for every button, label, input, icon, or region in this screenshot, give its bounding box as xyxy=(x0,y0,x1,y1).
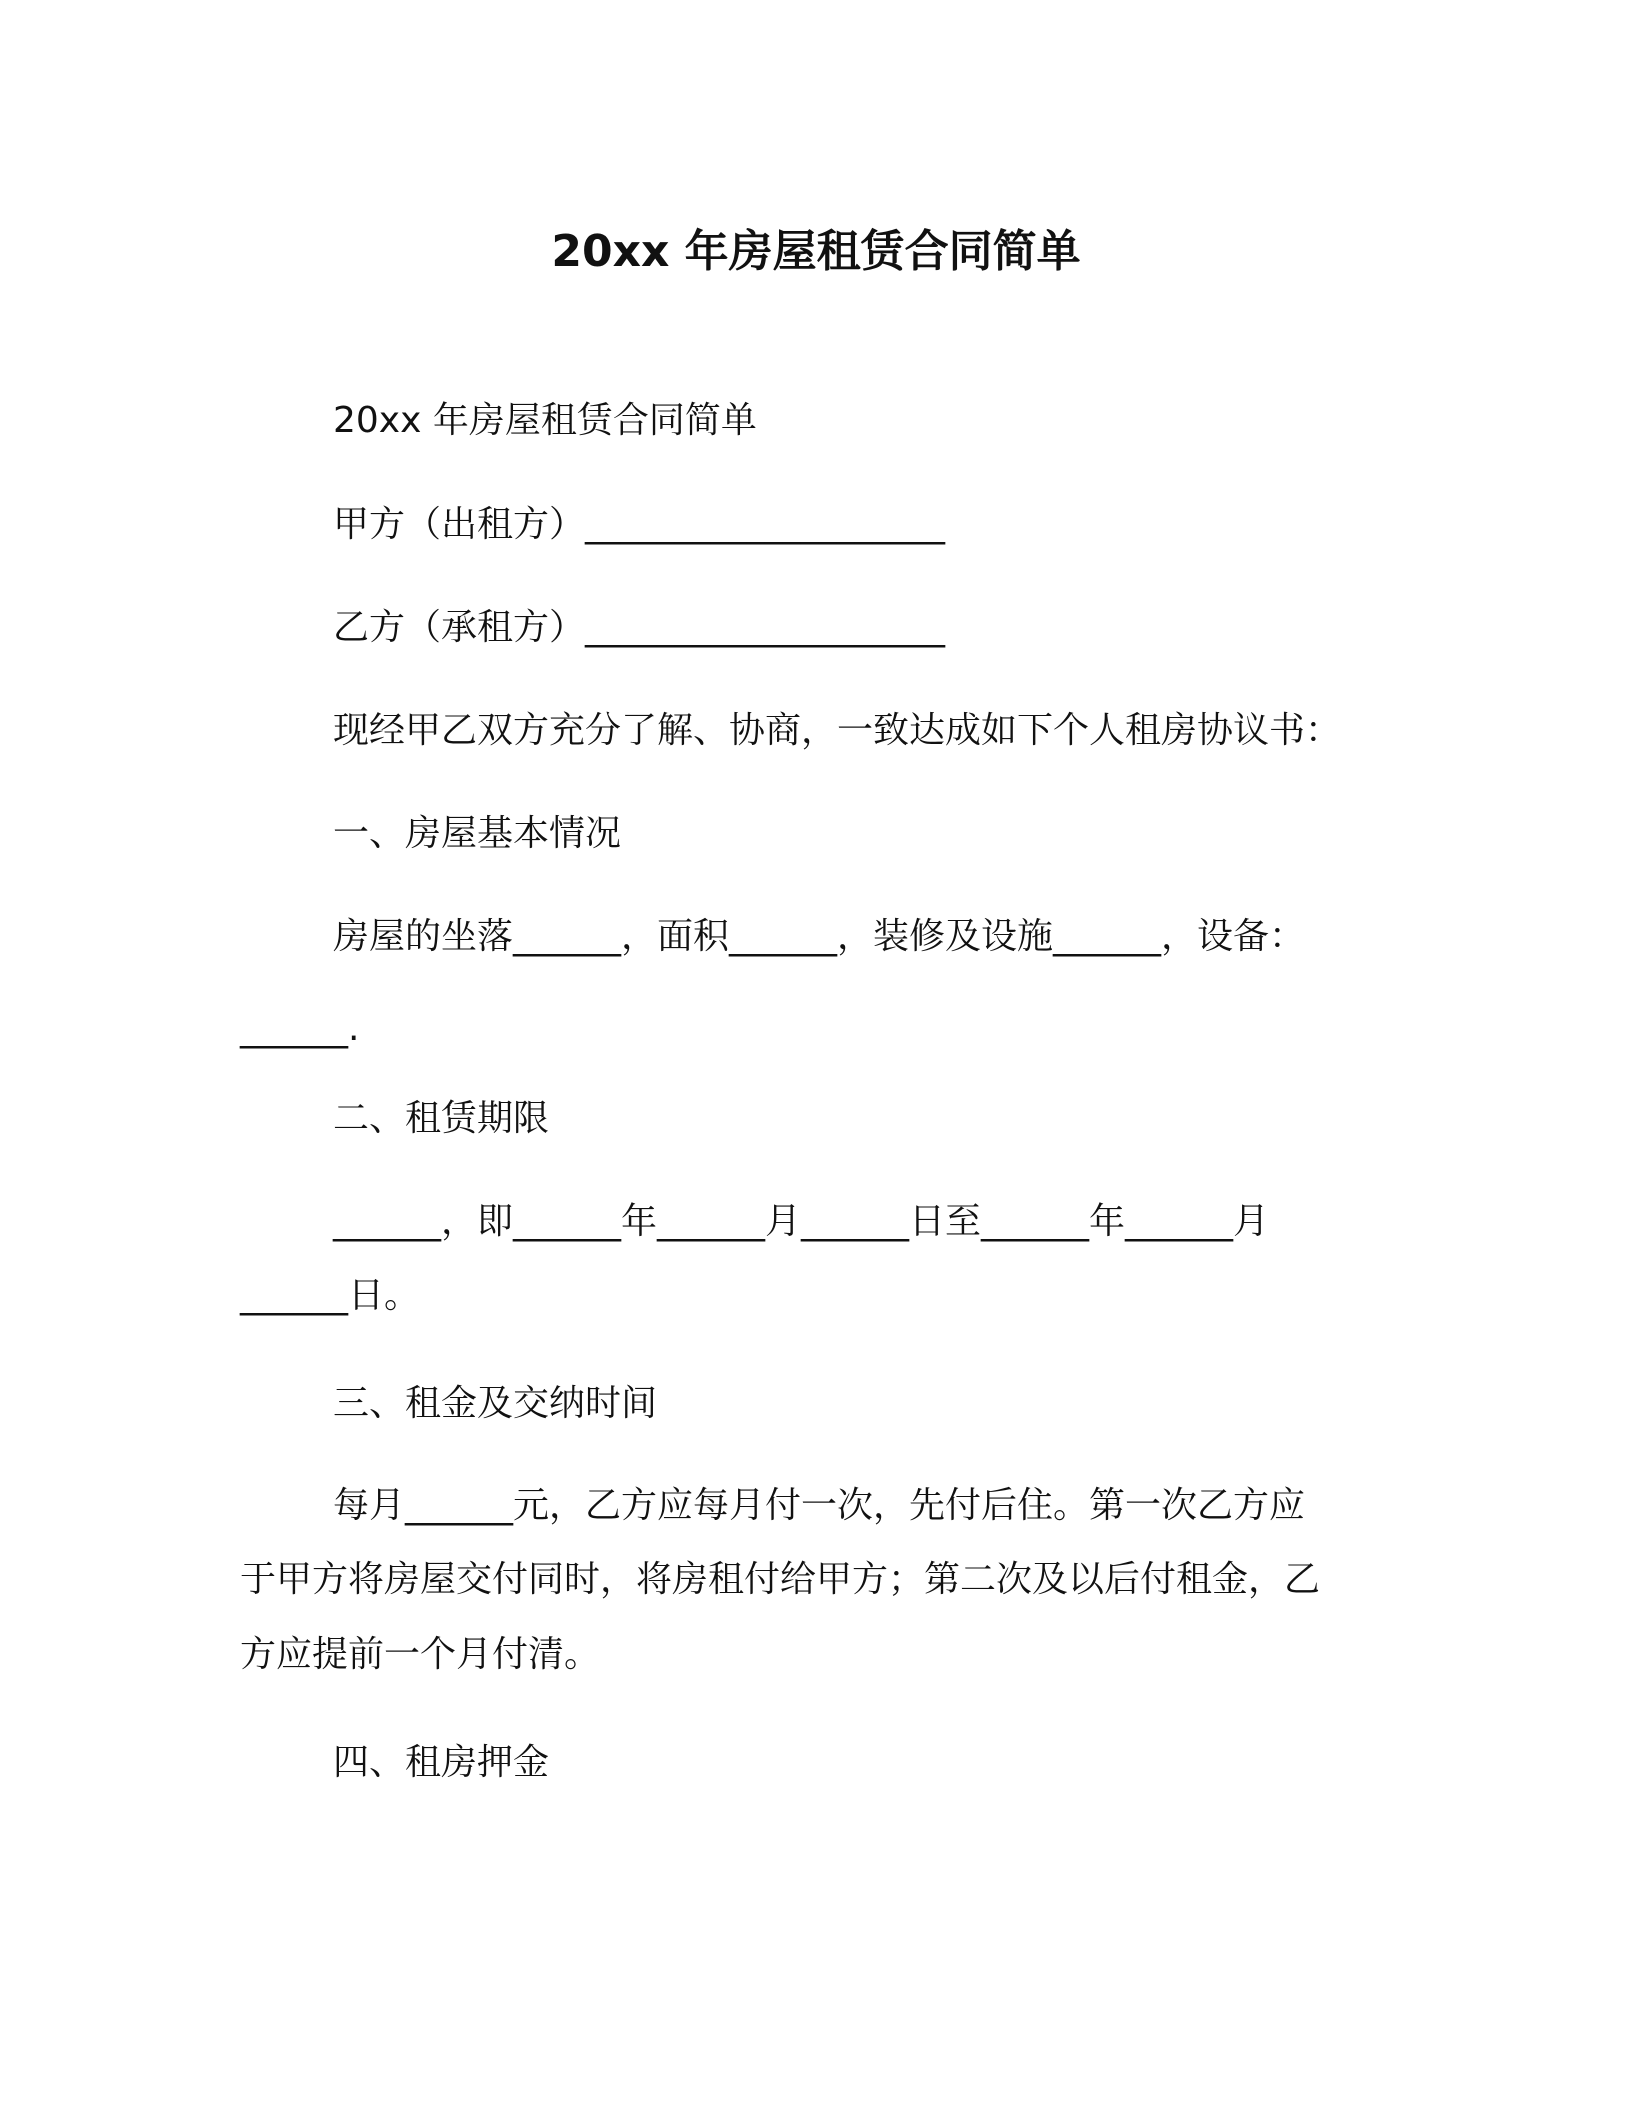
lease-term-line: ______，即______年______月______日至______年______月 xyxy=(333,1201,1269,1242)
lease-term-continuation: ______日。 xyxy=(240,1275,421,1316)
rent-paragraph-line-3: 方应提前一个月付清。 xyxy=(240,1634,601,1675)
section-2-heading: 二、租赁期限 xyxy=(333,1098,550,1139)
party-b-line: 乙方（承租方）____________________ xyxy=(333,607,946,648)
property-details-continuation: ______. xyxy=(240,1008,360,1049)
section-4-heading: 四、租房押金 xyxy=(333,1742,550,1783)
party-a-line: 甲方（出租方）____________________ xyxy=(333,504,946,545)
section-1-heading: 一、房屋基本情况 xyxy=(333,813,622,854)
document-title: 20xx 年房屋租赁合同简单 xyxy=(551,226,1081,277)
rent-paragraph-line-2: 于甲方将房屋交付同时，将房租付给甲方；第二次及以后付租金，乙 xyxy=(240,1559,1321,1600)
subtitle-line: 20xx 年房屋租赁合同简单 xyxy=(333,400,757,441)
rent-paragraph-line-1: 每月______元，乙方应每月付一次，先付后住。第一次乙方应 xyxy=(333,1485,1306,1526)
property-details-line: 房屋的坐落______，面积______，装修及设施______，设备： xyxy=(333,916,1306,957)
agreement-intro: 现经甲乙双方充分了解、协商，一致达成如下个人租房协议书： xyxy=(333,710,1342,751)
section-3-heading: 三、租金及交纳时间 xyxy=(333,1383,658,1424)
